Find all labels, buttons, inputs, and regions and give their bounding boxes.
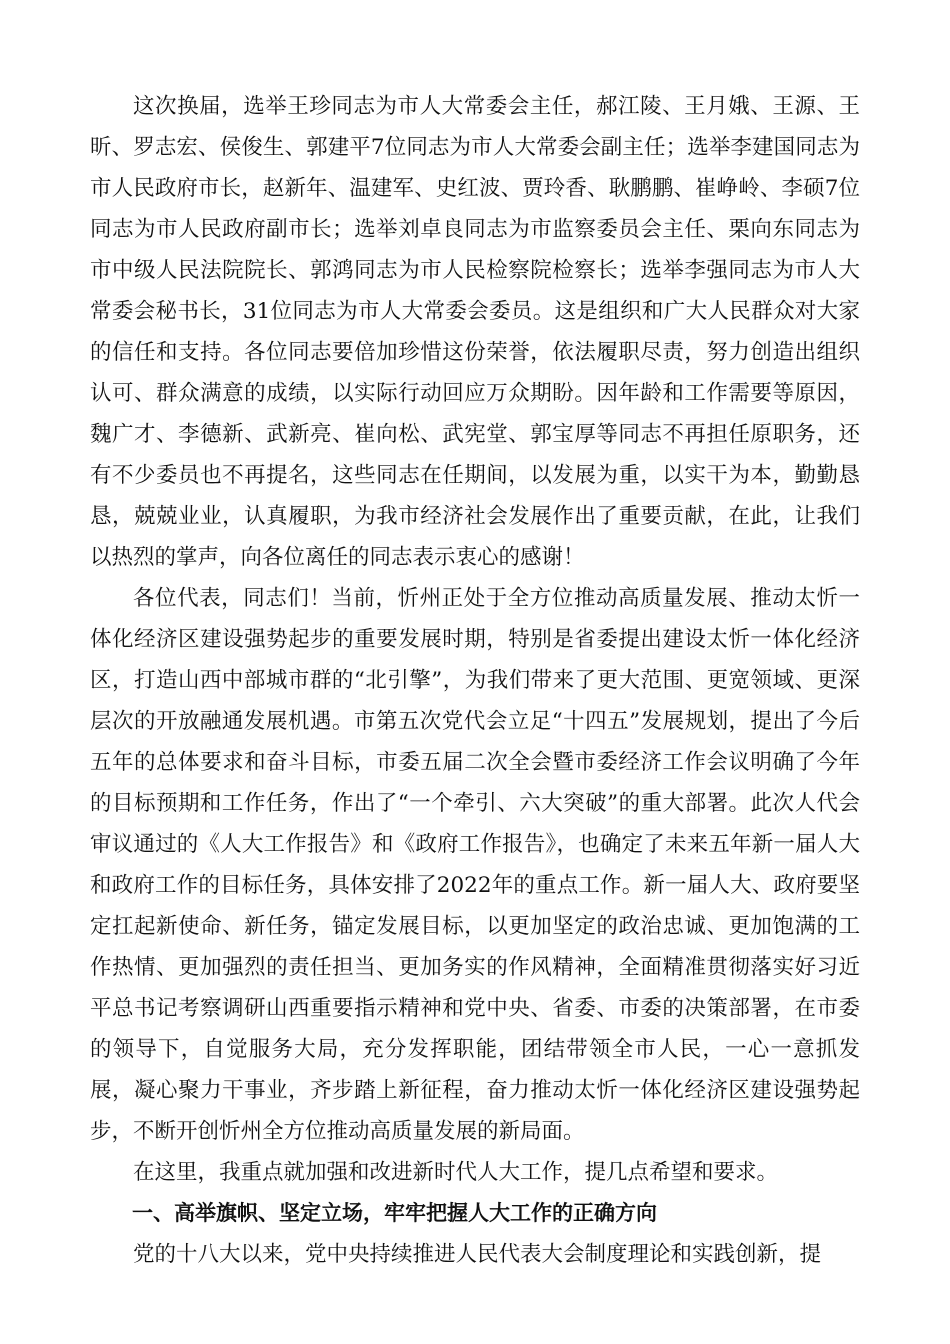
paragraph-section-1-start: 党的十八大以来，党中央持续推进人民代表大会制度理论和实践创新，提	[133, 1242, 822, 1267]
document-body	[90, 86, 860, 1275]
paragraph-election-results: 这次换届，选举王珍同志为市人大常委会主任，郝江陵、王月娥、王源、王昕、罗志宏、侯俊生、郭建平7位同志为市人大常委会副主任；选举李建国同志为市人民政府市长，赵新年、温建军、史红波、贾玲香、耿鹏鹏、崔峥岭、李硕7位同志为市人民政府副市长；选举刘卓良同志为市监察委员会主任、栗向东同志为市中级人民法院院长、郭鸿同志为市人民检察院检察长；选举李强同志为市人大常委会秘书长，31位同志为市人大常委会委员。这是组织和广大人民群众对大家的信任和支持。各位同志要倍加珍惜这份荣誉，依法履职尽责，努力创造出组织认可、群众满意的成绩，以实际行动回应万众期盼。因年龄和工作需要等原因，魏广才、李德新、武新亮、崔向松、武宪堂、郭宝厚等同志不再担任原职务，还有不少委员也不再提名，这些同志在任期间，以发展为重，以实干为本，勤勤恳恳，兢兢业业，认真履职，为我市经济社会发展作出了重要贡献，在此，让我们以热烈的掌声，向各位离任的同志表示衷心的感谢！	[90, 94, 860, 570]
section-heading-1: 一、高举旗帜、坚定立场，牢牢把握人大工作的正确方向	[132, 1201, 657, 1225]
paragraph-development-context: 各位代表，同志们！当前，忻州正处于全方位推动高质量发展、推动太忻一体化经济区建设强势起步的重要发展时期，特别是省委提出建设太忻一体化经济区，打造山西中部城市群的“北引擎”，为我们带来了更大范围、更宽领域、更深层次的开放融通发展机遇。市第五次党代会立足“十四五”发展规划，提出了今后五年的总体要求和奋斗目标，市委五届二次全会暨市委经济工作会议明确了今年的目标预期和工作任务，作出了“一个牵引、六大突破”的重大部署。此次人代会审议通过的《人大工作报告》和《政府工作报告》，也确定了未来五年新一届人大和政府工作的目标任务，具体安排了2022年的重点工作。新一届人大、政府要坚定扛起新使命、新任务，锚定发展目标，以更加坚定的政治忠诚、更加饱满的工作热情、更加强烈的责任担当、更加务实的作风精神，全面精准贯彻落实好习近平总书记考察调研山西重要指示精神和党中央、省委、市委的决策部署，在市委的领导下，自觉服务大局，充分发挥职能，团结带领全市人民，一心一意抓发展，凝心聚力干事业，齐步踏上新征程，奋力推动太忻一体化经济区建设强势起步，不断开创忻州全方位推动高质量发展的新局面。	[90, 586, 860, 1144]
paragraph-transition: 在这里，我重点就加强和改进新时代人大工作，提几点希望和要求。	[133, 1160, 779, 1185]
